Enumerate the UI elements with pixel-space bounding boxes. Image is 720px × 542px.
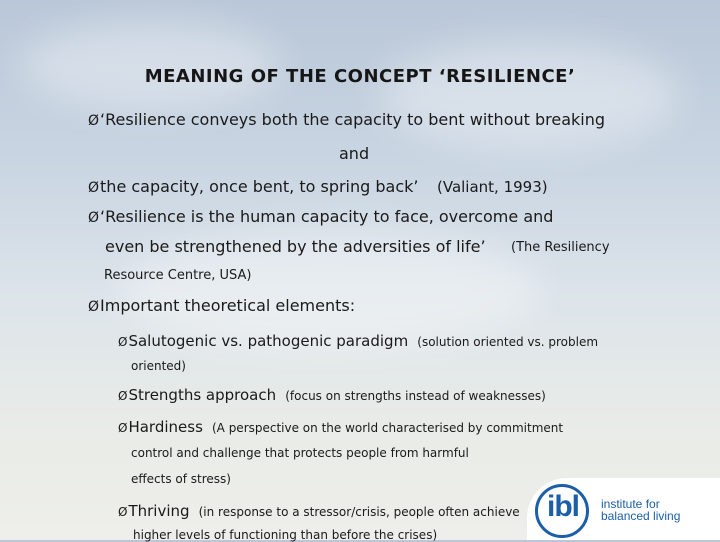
quote1-line2: and xyxy=(339,144,370,163)
element-item-thriving-note: higher levels of functioning than before the crises) xyxy=(133,528,438,542)
bullet-arrow-icon: Ø xyxy=(118,335,128,349)
quote2-citation-cont: Resource Centre, USA) xyxy=(104,268,252,283)
bullet-arrow-icon: Ø xyxy=(88,210,100,226)
bullet-arrow-icon: Ø xyxy=(118,505,128,519)
element-item-hardiness: ØHardiness (A perspective on the world characterised by commitment xyxy=(118,418,564,436)
bullet-arrow-icon: Ø xyxy=(88,299,100,315)
logo-mark: ibl xyxy=(547,490,579,523)
element-item-salutogenic-note: oriented) xyxy=(131,359,186,373)
slide-title: MEANING OF THE CONCEPT ‘RESILIENCE’ xyxy=(144,66,576,87)
bullet-arrow-icon: Ø xyxy=(118,421,128,435)
quote2-line2: even be strengthened by the adversities of life’ xyxy=(105,237,486,256)
bullet-arrow-icon: Ø xyxy=(118,389,128,403)
element-item-strengths: ØStrengths approach (focus on strengths instead of weaknesses) xyxy=(118,386,546,404)
quote1-line3: Øthe capacity, once bent, to spring back’ xyxy=(88,177,419,196)
background-cloud xyxy=(20,20,280,110)
quote1-line1: Ø‘Resilience conveys both the capacity to bent without breaking xyxy=(88,110,606,129)
background-cloud xyxy=(380,40,680,150)
elements-heading: ØImportant theoretical elements: xyxy=(88,296,356,315)
element-item-hardiness-note: control and challenge that protects people from harmful xyxy=(131,446,469,460)
bullet-arrow-icon: Ø xyxy=(88,113,100,129)
quote2-line1: Ø‘Resilience is the human capacity to face, overcome and xyxy=(88,207,554,226)
element-item-salutogenic: ØSalutogenic vs. pathogenic paradigm (solution oriented vs. problem xyxy=(118,332,599,350)
element-item-hardiness-note: effects of stress) xyxy=(131,472,231,486)
ibl-logo xyxy=(527,478,720,540)
quote2-citation: (The Resiliency xyxy=(511,240,610,255)
element-item-thriving: ØThriving (in response to a stressor/crisis, people often achieve xyxy=(118,502,520,520)
quote1-citation: (Valiant, 1993) xyxy=(437,178,548,196)
bullet-arrow-icon: Ø xyxy=(88,180,100,196)
logo-text: institute for balanced living xyxy=(601,497,681,523)
